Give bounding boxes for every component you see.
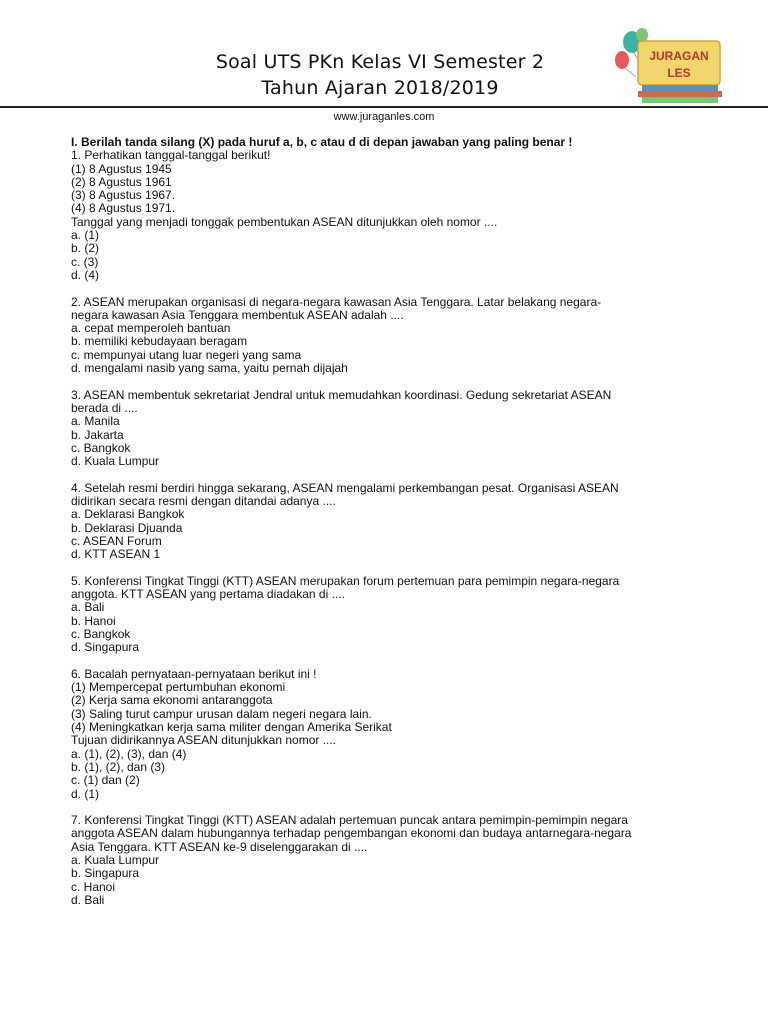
question-stem-line: (3) Saling turut campur urusan dalam negeri negara lain.: [71, 706, 372, 721]
question-stem-line: (1) 8 Agustus 1945: [71, 161, 172, 176]
question-stem-line: berada di ....: [71, 400, 138, 415]
header-divider: [0, 106, 768, 108]
answer-option: a. Kuala Lumpur: [71, 853, 160, 868]
question-stem-line: Tanggal yang menjadi tonggak pembentukan ASEAN ditunjukkan oleh nomor ....: [71, 214, 498, 229]
answer-option: d. Singapura: [71, 640, 140, 655]
question-stem-line: (4) Meningkatkan kerja sama militer dengan Amerika Serikat: [71, 720, 392, 735]
answer-option: a. Deklarasi Bangkok: [71, 507, 185, 522]
logo-text-top: JURAGAN: [649, 49, 709, 63]
question-stem-line: 4. Setelah resmi berdiri hingga sekarang, ASEAN mengalami perkembangan pesat. Organisasi ASEAN: [71, 480, 619, 495]
website-url[interactable]: www.juraganles.com: [333, 111, 435, 123]
question-stem-line: (2) 8 Agustus 1961: [71, 174, 172, 189]
question-stem-line: 1. Perhatikan tanggal-tanggal berikut!: [71, 148, 271, 163]
answer-option: b. Singapura: [71, 866, 140, 881]
question-stem-line: anggota. KTT ASEAN yang pertama diadakan di ....: [71, 587, 345, 602]
answer-option: a. (1): [71, 228, 100, 243]
question-stem-line: (4) 8 Agustus 1971.: [71, 201, 176, 216]
question-3: [71, 389, 721, 469]
answer-option: c. Bangkok: [71, 440, 131, 455]
question-stem-line: (2) Kerja sama ekonomi antaranggota: [71, 693, 273, 708]
question-stem-line: (3) 8 Agustus 1967.: [71, 188, 176, 203]
question-stem-line: 5. Konferensi Tingkat Tinggi (KTT) ASEAN merupakan forum pertemuan para pemimpin negara-negara: [71, 573, 620, 588]
question-stem-line: 7. Konferensi Tingkat Tinggi (KTT) ASEAN adalah pertemuan puncak antara pemimpin-pemimpin negara: [71, 813, 628, 828]
answer-option: a. Bali: [71, 600, 105, 615]
question-list: [71, 149, 721, 907]
exam-content: [71, 136, 721, 921]
answer-option: d. Bali: [71, 892, 105, 907]
answer-option: b. Deklarasi Djuanda: [71, 520, 183, 535]
answer-option: b. (1), (2), dan (3): [71, 759, 166, 774]
question-5: [71, 575, 721, 655]
question-6: [71, 668, 721, 801]
answer-option: b. Hanoi: [71, 613, 116, 628]
question-stem-line: negara kawasan Asia Tenggara membentuk ASEAN adalah ....: [71, 307, 404, 322]
logo-text-bottom: LES: [667, 66, 691, 80]
answer-option: c. Hanoi: [71, 879, 116, 894]
answer-option: b. memiliki kebudayaan beragam: [71, 334, 248, 349]
question-stem-line: anggota ASEAN dalam hubungannya terhadap pengembangan ekonomi dan budaya antarnegara-negara: [71, 826, 632, 841]
question-2: [71, 296, 721, 376]
question-stem-line: (1) Mempercepat pertumbuhan ekonomi: [71, 680, 286, 695]
question-stem-line: 2. ASEAN merupakan organisasi di negara-negara kawasan Asia Tenggara. Latar belakang negara-: [71, 294, 602, 309]
answer-option: b. (2): [71, 241, 100, 256]
question-stem-line: Asia Tenggara. KTT ASEAN ke-9 diselenggarakan di ....: [71, 839, 368, 854]
page-title: Soal UTS PKn Kelas VI Semester 2: [215, 51, 545, 73]
answer-option: a. cepat memperoleh bantuan: [71, 321, 231, 336]
question-stem-line: didirikan secara resmi dengan ditandai adanya ....: [71, 494, 336, 509]
question-stem-line: 6. Bacalah pernyataan-pernyataan berikut ini !: [71, 666, 317, 681]
answer-option: c. (3): [71, 254, 99, 269]
answer-option: a. Manila: [71, 414, 120, 429]
page-subtitle: Tahun Ajaran 2018/2019: [261, 77, 499, 99]
answer-option: c. ASEAN Forum: [71, 533, 162, 548]
juraganles-logo: [612, 27, 732, 107]
answer-option: a. (1), (2), (3), dan (4): [71, 746, 187, 761]
answer-option: c. mempunyai utang luar negeri yang sama: [71, 347, 302, 362]
answer-option: d. Kuala Lumpur: [71, 454, 160, 469]
answer-option: d. mengalami nasib yang sama, yaitu pernah dijajah: [71, 361, 348, 376]
answer-option: d. (4): [71, 267, 100, 282]
answer-option: c. Bangkok: [71, 626, 131, 641]
question-stem-line: 3. ASEAN membentuk sekretariat Jendral untuk memudahkan koordinasi. Gedung sekretariat ASEAN: [71, 387, 612, 402]
page-header: [0, 0, 768, 130]
question-1: [71, 149, 721, 282]
question-7: [71, 814, 721, 907]
question-4: [71, 482, 721, 562]
instruction-text: I. Berilah tanda silang (X) pada huruf a, b, c atau d di depan jawaban yang paling benar !: [71, 135, 573, 149]
answer-option: c. (1) dan (2): [71, 773, 140, 788]
answer-option: d. (1): [71, 786, 100, 801]
answer-option: d. KTT ASEAN 1: [71, 547, 161, 562]
answer-option: b. Jakarta: [71, 427, 124, 442]
question-stem-line: Tujuan didirikannya ASEAN ditunjukkan nomor ....: [71, 733, 337, 748]
